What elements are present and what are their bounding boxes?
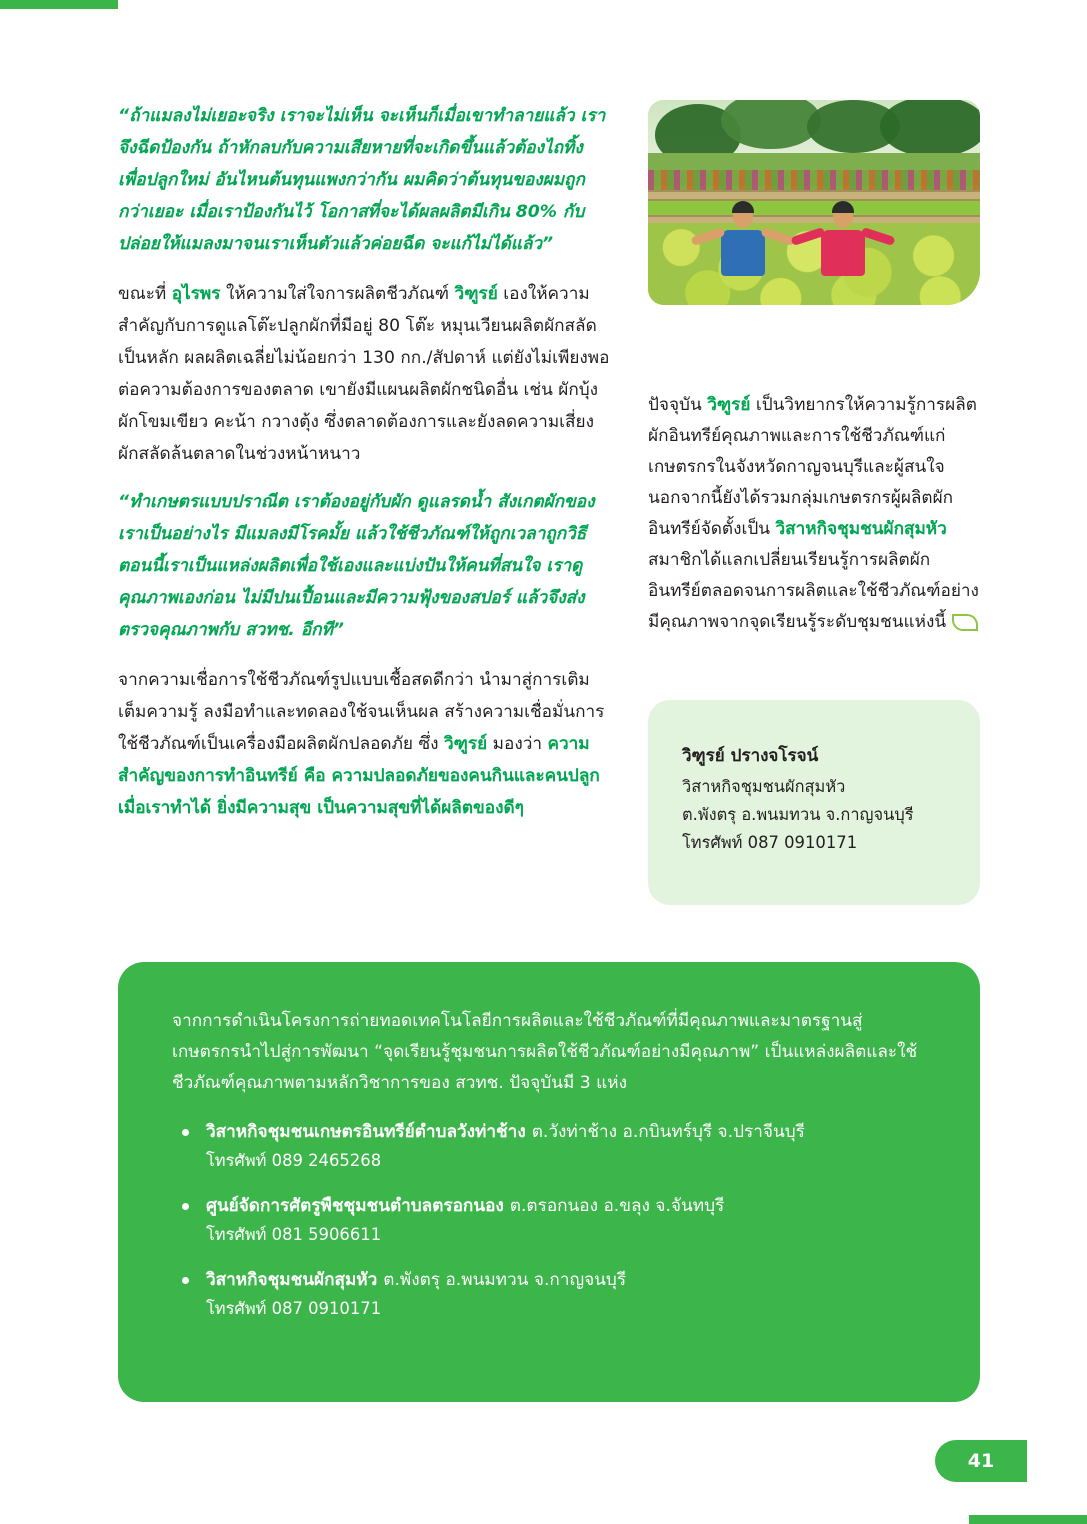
body-paragraph-1 [118,278,610,470]
body-paragraph-2 [118,664,610,824]
left-text-column [118,100,610,840]
paragraph-1-middle: ให้ความใส่ใจการผลิตชีวภัณฑ์ [220,284,455,304]
person-name-witoon-2: วิฑูรย์ [443,734,488,754]
photo-person-torso [821,230,865,276]
contact-card [648,700,980,905]
center-name-text: วิสาหกิจชุมชนผักสุมหัว [206,1270,378,1290]
list-item [172,1117,926,1175]
leaf-icon [952,614,978,631]
center-name-text: วิสาหกิจชุมชนเกษตรอินทรีย์ตำบลวังท่าช้าง [206,1122,526,1142]
photo-person-head [733,204,753,228]
center-phone: โทรศัพท์ 081 5906611 [206,1225,382,1244]
contact-address: ต.พังตรุ อ.พนมทวน จ.กาญจนบุรี [682,805,914,824]
paragraph-2-emphasis: ความสำคัญของการทำอินทรีย์ คือ ความปลอดภัยของคนกินและคนปลูก เมื่อเราทำได้ ยิ่งมีความสุข เป็นความสุขที่ได้ผลิตของดีๆ [118,734,600,818]
photo-person-left [721,204,765,276]
photo-person-hair [732,201,754,213]
person-name-uraiporn: อุไรพร [171,284,221,304]
contact-organization: วิสาหกิจชุมชนผักสุมหัว [682,777,846,796]
contact-name: วิฑูรย์ ปรางจโรจน์ [682,746,819,766]
right-text-column [648,390,980,638]
center-name [206,1191,926,1221]
photo-person-torso [721,230,765,276]
paragraph-2-middle: มองว่า [487,734,548,754]
learning-center-list [172,1117,926,1323]
right-caption-lead: ปัจจุบัน [648,395,708,415]
paragraph-1-rest: เองให้ความสำคัญกับการดูแลโต๊ะปลูกผักที่มีอยู่ 80 โต๊ะ หมุนเวียนผลิตผักสลัดเป็นหลัก ผลผลิตเฉลี่ยไม่น้อยกว่า 130 กก./สัปดาห์ แต่ยังไม่เพียงพอต่อความต้องการของตลาด เขายังมีแผนผลิตผักชนิดอื่น เช่น ผักบุ้ง ผักโขมเขียว คะน้า กวางตุ้ง ซึ่งตลาดต้องการและยังลดความเสี่ยงผักสลัดล้นตลาดในช่วงหน้าหนาว [118,284,610,464]
photo-scene [648,100,980,305]
center-phone: โทรศัพท์ 089 2465268 [206,1151,382,1170]
person-name-witoon-3: วิฑูรย์ [707,395,751,415]
organization-name: วิสาหกิจชุมชนผักสุมหัว [775,519,947,539]
bottom-right-accent-bar [969,1515,1087,1524]
contact-phone: โทรศัพท์ 087 0910171 [682,833,858,852]
photo-person-right [821,204,865,276]
center-name [206,1265,926,1295]
center-name-text: ศูนย์จัดการศัตรูพืชชุมชนตำบลตรอกนอง [206,1196,504,1216]
photo-planter-rail [648,190,980,201]
right-caption-rest: สมาชิกได้แลกเปลี่ยนเรียนรู้การผลิตผักอินทรีย์ตลอดจนการผลิตและใช้ชีวภัณฑ์อย่างมีคุณภาพจากจุดเรียนรู้ระดับชุมชนแห่งนี้ [648,550,979,632]
pull-quote-2: “ทำเกษตรแบบปราณีต เราต้องอยู่กับผัก ดูแลรดน้ำ สังเกตผักของเราเป็นอย่างไร มีแมลงมีโรคมั้ย แล้วใช้ชีวภัณฑ์ให้ถูกเวลาถูกวิธี ตอนนี้เราเป็นแหล่งผลิตเพื่อใช้เองและแบ่งปันให้คนที่สนใจ เราดูคุณภาพเองก่อน ไม่มีปนเปื้อนและมีความฟุ้งของสปอร์ แล้วจึงส่งตรวจคุณภาพกับ สวทช. อีกที” [118,492,595,640]
top-left-accent-bar [0,0,118,9]
highlight-panel [118,962,980,1402]
paragraph-1-lead: ขณะที่ [118,284,172,304]
center-name [206,1117,926,1147]
person-name-witoon-1: วิฑูรย์ [454,284,498,304]
list-item [172,1265,926,1323]
center-address-text: ต.พังตรุ อ.พนมทวน จ.กาญจนบุรี [383,1270,627,1290]
center-phone: โทรศัพท์ 087 0910171 [206,1299,382,1318]
list-item [172,1191,926,1249]
pull-quote-1: “ถ้าแมลงไม่เยอะจริง เราจะไม่เห็น จะเห็นก็เมื่อเขาทำลายแล้ว เราจึงฉีดป้องกัน ถ้าหักลบกับความเสียหายที่จะเกิดขึ้นแล้วต้องไถทิ้งเพื่อปลูกใหม่ อันไหนต้นทุนแพงกว่ากัน ผมคิดว่าต้นทุนของผมถูกกว่าเยอะ เมื่อเราป้องกันไว้ โอกาสที่จะได้ผลผลิตมีเกิน 80% กับปล่อยให้แมลงมาจนเราเห็นตัวแล้วค่อยฉีด จะแก้ไม่ได้แล้ว” [118,106,606,254]
photo-person-hair [832,201,854,213]
paragraph-2-lead: จากความเชื่อการใช้ชีวภัณฑ์รูปแบบเชื้อสดดีกว่า นำมาสู่การเติมเต็มความรู้ ลงมือทำและทดลองใช้จนเห็นผล สร้างความเชื่อมั่นการใช้ชีวภัณฑ์เป็นเครื่องมือผลิตผักปลอดภัย ซึ่ง [118,670,605,754]
photo-person-head [833,204,853,228]
highlight-intro-text: จากการดำเนินโครงการถ่ายทอดเทคโนโลยีการผลิตและใช้ชีวภัณฑ์ที่มีคุณภาพและมาตรฐานสู่เกษตรกรนำไปสู่การพัฒนา “จุดเรียนรู้ชุมชนการผลิตใช้ชีวภัณฑ์อย่างมีคุณภาพ” เป็นแหล่งผลิตและใช้ชีวภัณฑ์คุณภาพตามหลักวิชาการของ สวทช. ปัจจุบันมี 3 แห่ง [172,1011,918,1093]
right-caption-paragraph [648,390,980,638]
center-address-text: ต.วังท่าช้าง อ.กบินทร์บุรี จ.ปราจีนบุรี [531,1122,805,1142]
right-caption-middle: เป็นวิทยากรให้ความรู้การผลิตผักอินทรีย์คุณภาพและการใช้ชีวภัณฑ์แก่เกษตรกรในจังหวัดกาญจนบุรีและผู้สนใจ นอกจากนี้ยังได้รวมกลุ่มเกษตรกรผู้ผลิตผักอินทรีย์จัดตั้งเป็น [648,395,977,539]
center-address-text: ต.ตรอกนอง อ.ขลุง จ.จันทบุรี [509,1196,725,1216]
page-number: 41 [935,1440,1027,1482]
farm-photo [648,100,980,305]
